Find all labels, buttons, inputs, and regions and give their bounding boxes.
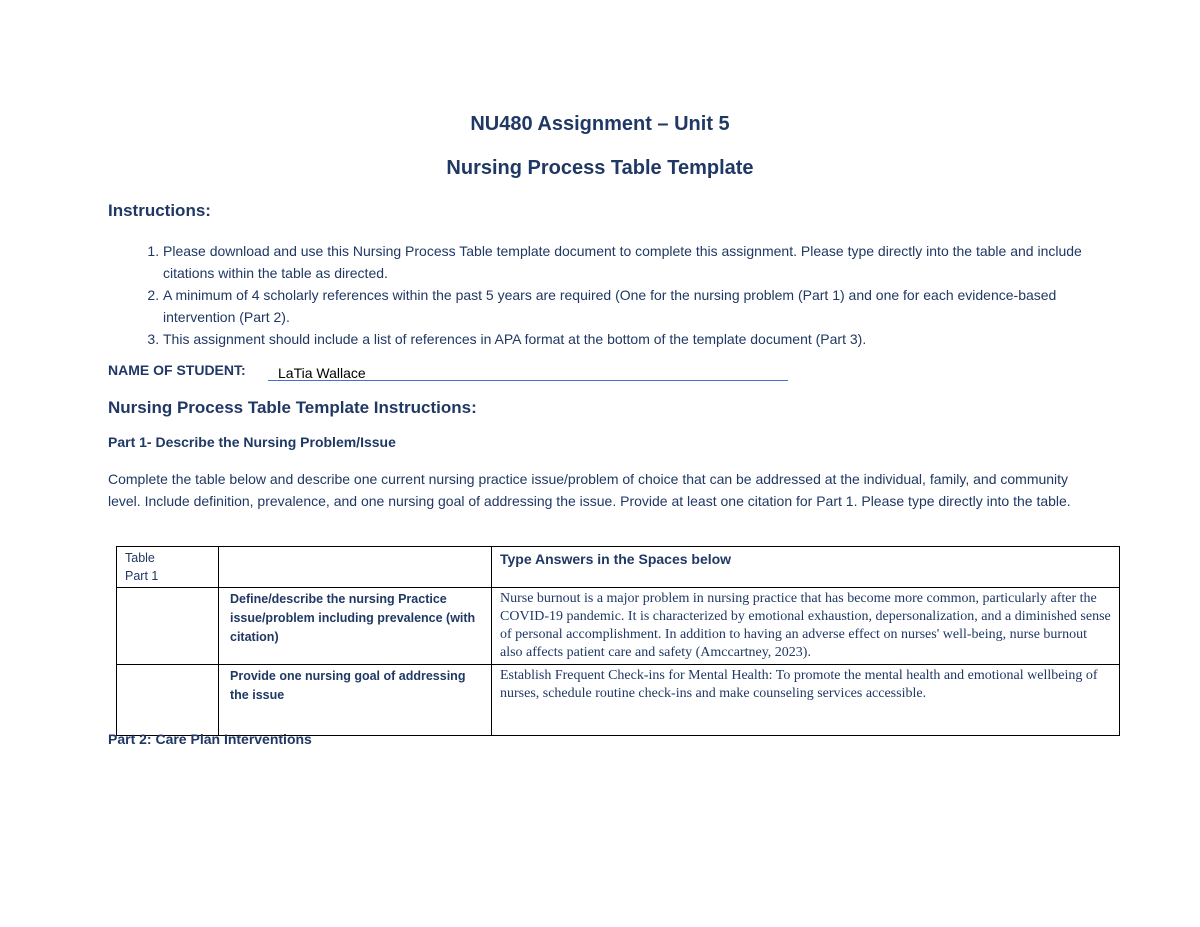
table-row xyxy=(117,665,1120,736)
instruction-item: 3. This assignment should include a list of references in APA format at the bottom of the template document (Part 3). xyxy=(163,328,1098,350)
table-header-row xyxy=(117,547,1120,588)
table-answer-cell[interactable]: Establish Frequent Check-ins for Mental Health: To promote the mental health and emotional wellbeing of nurses, schedule routine check-ins and make counseling services accessible. xyxy=(492,665,1120,736)
part2-heading: Part 2: Care Plan Interventions xyxy=(108,731,312,747)
instructions-heading: Instructions: xyxy=(108,201,211,220)
table-row-empty-cell xyxy=(117,665,219,736)
section-heading: Nursing Process Table Template Instructions: xyxy=(108,398,477,417)
document-title: NU480 Assignment – Unit 5 xyxy=(470,113,730,135)
table-row-empty-cell xyxy=(117,588,219,665)
student-name-label: NAME OF STUDENT: xyxy=(108,362,246,378)
table-answer-cell[interactable]: Nurse burnout is a major problem in nursing practice that has become more common, particularly after the COVID-19 pandemic. It is characterized by emotional exhaustion, depersonalization, and a diminished sense of personal accomplishment. In addition to having an adverse effect on nurses' well-being, nurse burnout also affects patient care and safety (Amccartney, 2023). xyxy=(492,588,1120,665)
table-label-cell xyxy=(117,547,219,588)
table-empty-header-cell xyxy=(219,547,492,588)
part1-heading: Part 1- Describe the Nursing Problem/Issue xyxy=(108,434,396,450)
table-header-cell xyxy=(492,547,1120,588)
table-label-line1: Table xyxy=(125,551,155,565)
document-subtitle: Nursing Process Table Template xyxy=(446,157,754,179)
nursing-process-table xyxy=(116,546,1120,736)
table-row xyxy=(117,588,1120,665)
student-name-field[interactable]: LaTia Wallace xyxy=(268,365,788,381)
instruction-item: 1. Please download and use this Nursing Process Table template document to complete this assignment. Please type directly into the table and include citations within the table as directed. xyxy=(163,240,1098,284)
instruction-item: 2. A minimum of 4 scholarly references within the past 5 years are required (One for the nursing problem (Part 1) and one for each evidence-based intervention (Part 2). xyxy=(163,284,1098,328)
table-label-line2: Part 1 xyxy=(125,569,159,583)
instructions-list xyxy=(108,240,1098,350)
table-header-text: Type Answers in the Spaces below xyxy=(500,551,732,567)
table-question-cell: Provide one nursing goal of addressing the issue xyxy=(219,665,492,736)
part1-description: Complete the table below and describe one current nursing practice issue/problem of choice that can be addressed at the individual, family, and community level. Include definition, prevalence, and one nursing goal of addressing the issue. Provide at least one citation for Part 1. Please type directly into the table. xyxy=(108,471,1071,509)
table-question-cell: Define/describe the nursing Practice issue/problem including prevalence (with citation) xyxy=(219,588,492,665)
